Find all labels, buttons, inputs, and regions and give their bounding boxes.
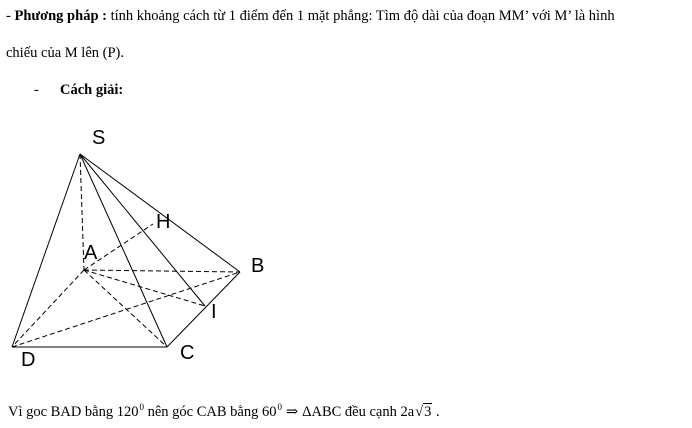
sqrt-expression [415,404,432,421]
method-line [6,8,615,25]
solution-text-a: Vì goc BAD bằng 120 [8,404,139,420]
label-i: I [211,301,217,323]
degree-sup-1: 0 [139,402,144,412]
dash: - [6,8,15,24]
method-text: tính khoảng cách từ 1 điểm đến 1 mặt phẳng: Tìm độ dài của đoạn MM’ với M’ là hình [106,8,615,24]
edge-ab [84,270,240,272]
solution-text-b: nên góc CAB bằng 60 [144,404,277,420]
edge-cb [167,272,240,347]
bullet: - [34,82,39,98]
label-s: S [92,127,106,149]
method-heading: Phương pháp : [14,8,107,24]
sqrt-sign: √ [415,404,424,420]
edge-ai [84,270,205,306]
label-b: B [251,255,265,277]
edge-ac [84,270,167,347]
implies-arrow: ⇒ [286,404,299,420]
solution-line [8,402,440,421]
method-line-continued [6,45,124,62]
solution-heading-line [34,82,123,99]
label-d: D [21,349,36,371]
label-c: C [180,342,195,364]
edge-sd [12,154,80,347]
edge-db [12,272,240,347]
sqrt-value: 3 [424,404,432,420]
solution-text-c: ΔABC đều cạnh 2a [302,404,415,420]
edge-ad [12,270,84,347]
method-text-2: chiếu của M lên (P). [6,45,124,61]
label-a: A [84,242,98,264]
solution-heading: Cách giải: [60,82,124,98]
solution-end: . [432,404,440,420]
label-h: H [156,211,171,233]
degree-sup-2: 0 [277,402,282,412]
pyramid-figure [0,110,300,380]
